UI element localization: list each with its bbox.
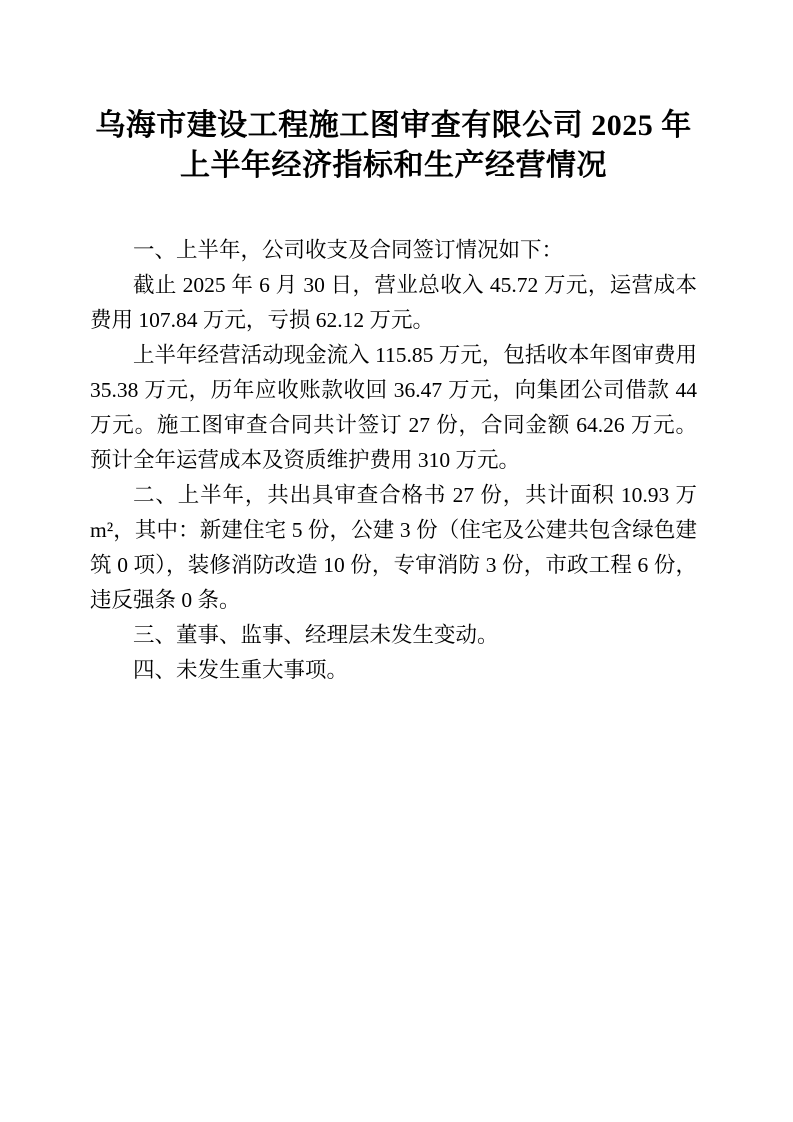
paragraph-section-2-review-certificates: 二、上半年，共出具审查合格书 27 份，共计面积 10.93 万 m²，其中：新建住宅 5 份，公建 3 份（住宅及公建共包含绿色建筑 0 项），装修消防改造 10 份，专审消防 3 份，市政工程 6 份，违反强条 0 条。 [90,483,697,612]
document-title-line-2: 上半年经济指标和生产经营情况 [180,149,607,182]
document-body [90,233,697,688]
document-title-line-1: 乌海市建设工程施工图审查有限公司 2025 年 [95,109,692,142]
paragraph-section-4-major-events: 四、未发生重大事项。 [133,658,349,682]
paragraph-section-1-heading: 一、上半年，公司收支及合同签订情况如下： [133,238,564,262]
paragraph-section-3-management: 三、董事、监事、经理层未发生变动。 [133,623,499,647]
paragraph-cashflow-contracts: 上半年经营活动现金流入 115.85 万元，包括收本年图审费用 35.38 万元，历年应收账款收回 36.47 万元，向集团公司借款 44 万元。施工图审查合同共计签订 27 份，合同金额 64.26 万元。预计全年运营成本及资质维护费用 310 万元。 [90,343,697,472]
paragraph-revenue-summary: 截止 2025 年 6 月 30 日，营业总收入 45.72 万元，运营成本费用 107.84 万元，亏损 62.12 万元。 [90,273,697,332]
document-title [90,106,697,186]
